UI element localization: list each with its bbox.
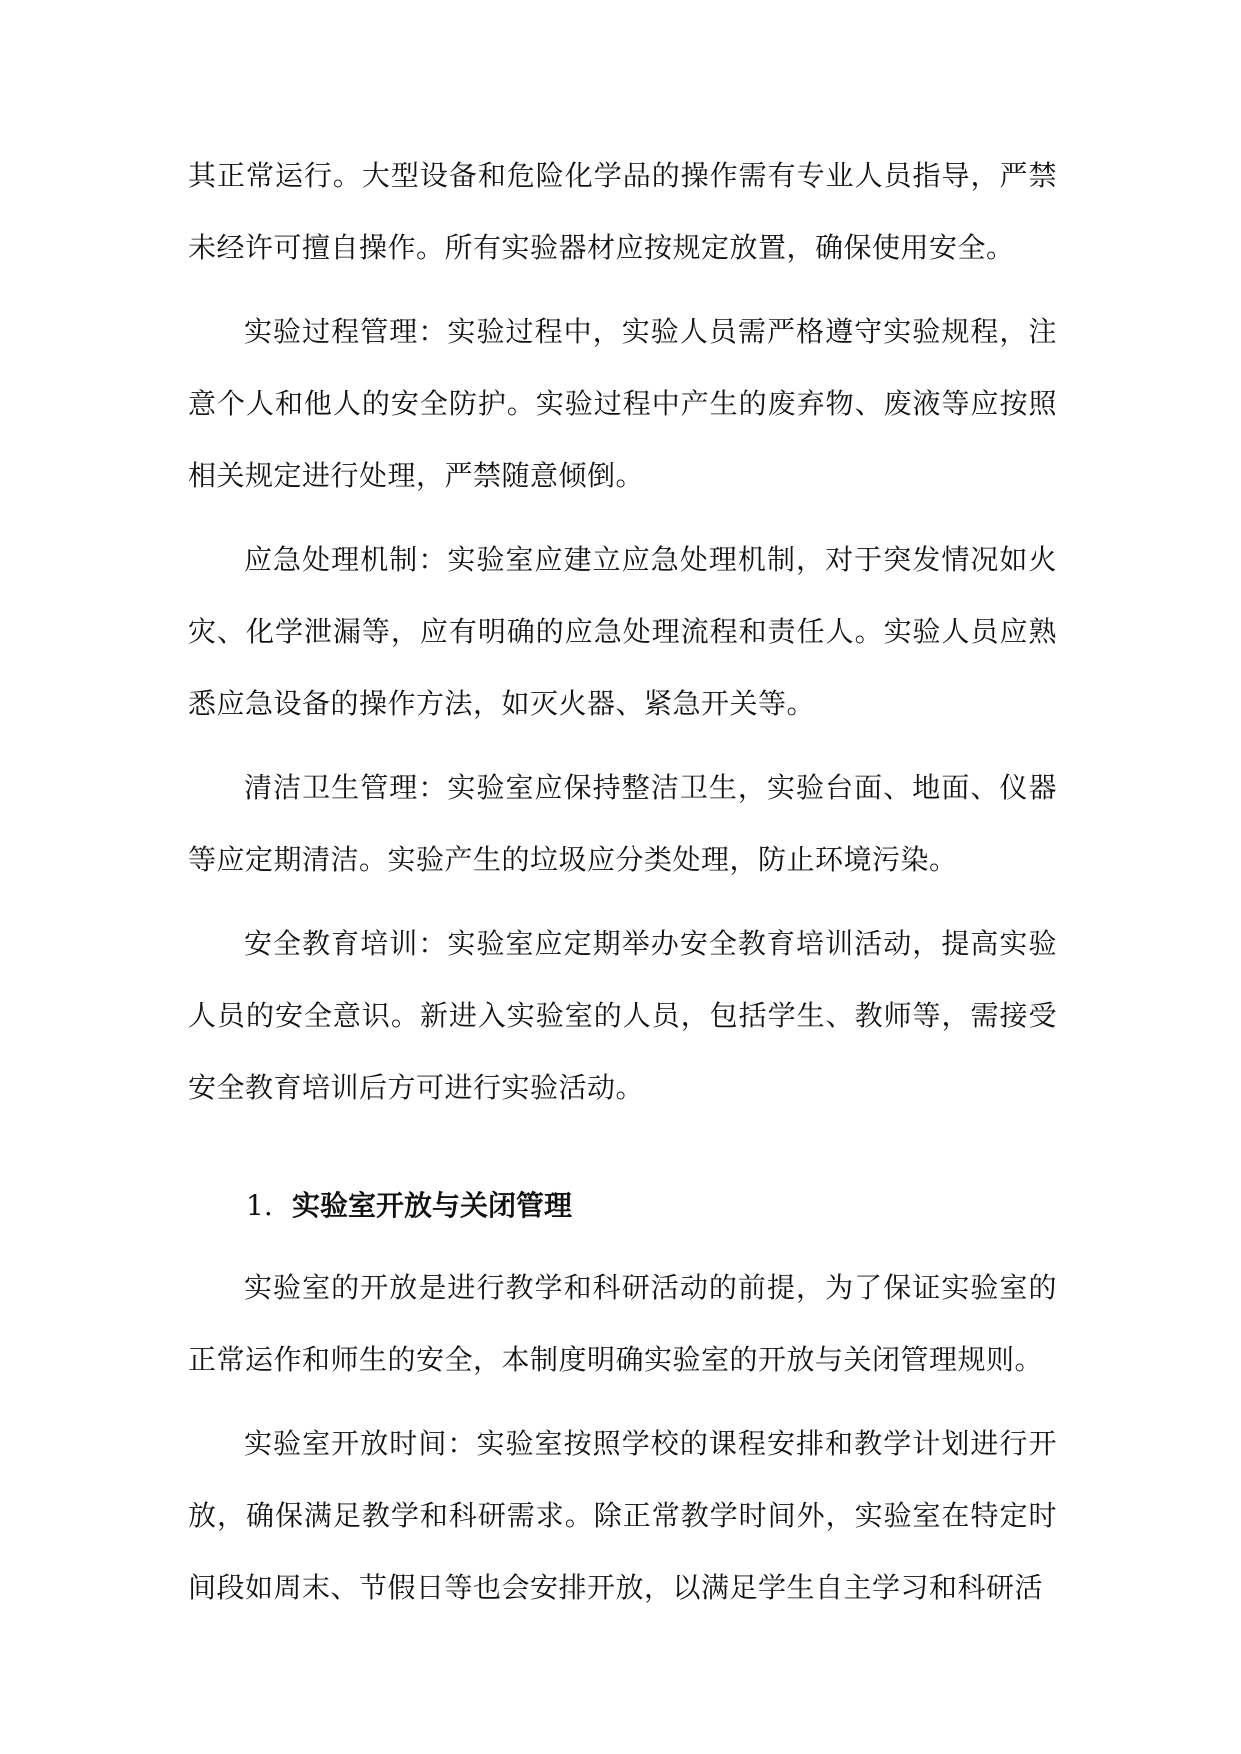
- section-heading: [246, 1170, 1057, 1242]
- paragraph-opening-hours: 实验室开放时间：实验室按照学校的课程安排和教学计划进行开放，确保满足教学和科研需求。除正常教学时间外，实验室在特定时间段如周末、节假日等也会安排开放，以满足学生自主学习和科研活: [188, 1427, 1057, 1604]
- paragraph-emergency-handling: 应急处理机制：实验室应建立应急处理机制，对于突发情况如火灾、化学泄漏等，应有明确的应急处理流程和责任人。实验人员应熟悉应急设备的操作方法，如灭火器、紧急开关等。: [188, 543, 1057, 720]
- paragraph-experiment-process: 实验过程管理：实验过程中，实验人员需严格遵守实验规程，注意个人和他人的安全防护。实验过程中产生的废弃物、废液等应按照相关规定进行处理，严禁随意倾倒。: [188, 315, 1057, 492]
- section-title: 实验室开放与关闭管理: [292, 1189, 573, 1222]
- paragraph-safety-training: 安全教育培训：实验室应定期举办安全教育培训活动，提高实验人员的安全意识。新进入实验室的人员，包括学生、教师等，需接受安全教育培训后方可进行实验活动。: [188, 927, 1057, 1104]
- paragraph-open-close-intro: 实验室的开放是进行教学和科研活动的前提，为了保证实验室的正常运作和师生的安全，本制度明确实验室的开放与关闭管理规则。: [188, 1271, 1057, 1376]
- section-number: 1.: [246, 1189, 273, 1222]
- document-page: [188, 140, 1057, 1636]
- paragraph-cleaning-management: 清洁卫生管理：实验室应保持整洁卫生，实验台面、地面、仪器等应定期清洁。实验产生的垃圾应分类处理，防止环境污染。: [188, 771, 1057, 876]
- paragraph-continuation: 其正常运行。大型设备和危险化学品的操作需有专业人员指导，严禁未经许可擅自操作。所有实验器材应按规定放置，确保使用安全。: [188, 159, 1057, 264]
